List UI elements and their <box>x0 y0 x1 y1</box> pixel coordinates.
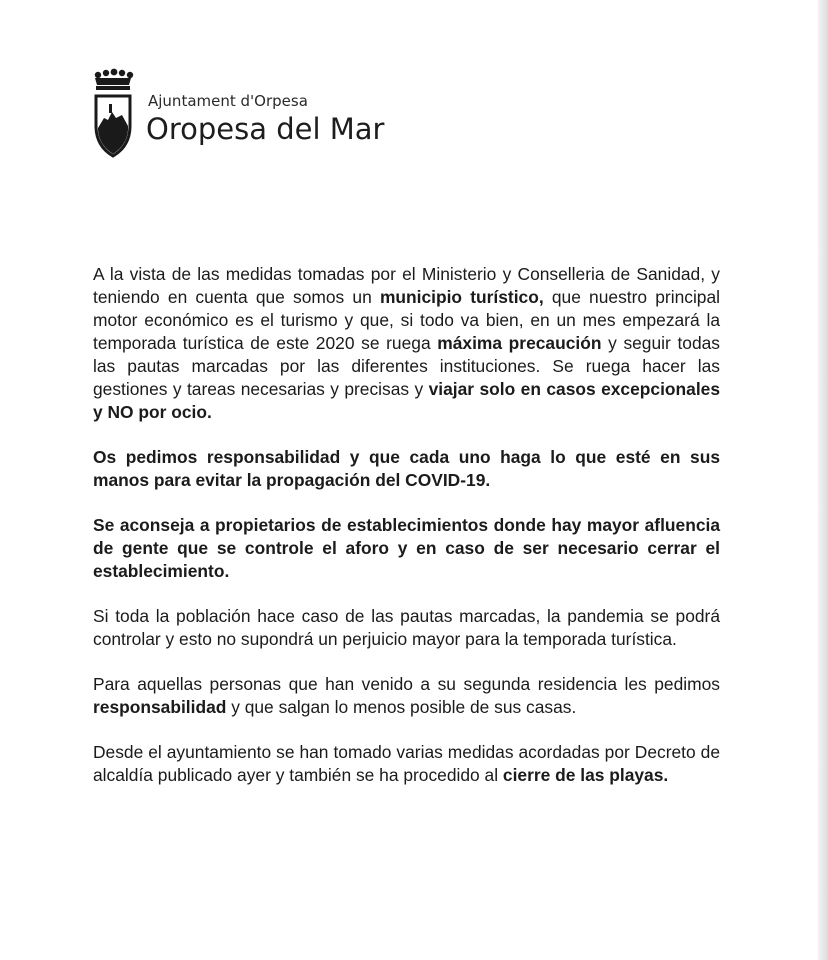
crown-crest-icon <box>92 68 134 160</box>
text-segment: Para aquellas personas que han venido a su segunda residencia les pedimos <box>93 674 720 694</box>
bold-segment: máxima precaución <box>437 333 602 353</box>
organization-name-small: Ajuntament d'Orpesa <box>148 92 308 110</box>
paragraph-responsibility: Os pedimos responsabilidad y que cada uno haga lo que esté en sus manos para evitar la propagación del COVID-19. <box>93 447 720 490</box>
text-segment: Desde el ayuntamiento se han tomado varias medidas acordadas por Decreto de alcaldía publicado ayer y también se ha procedido al <box>93 742 720 785</box>
paragraph-pandemic-control: Si toda la población hace caso de las pautas marcadas, la pandemia se podrá controlar y esto no supondrá un perjuicio mayor para la temporada turística. <box>93 606 720 649</box>
paragraph-establishments: Se aconseja a propietarios de establecimientos donde hay mayor afluencia de gente que se controle el aforo y en caso de ser necesario cerrar el establecimiento. <box>93 515 720 581</box>
text-segment: y que salgan lo menos posible de sus casas. <box>226 697 577 717</box>
page-edge-shadow <box>818 0 828 960</box>
bold-segment: viajar solo en casos excepcionales y NO por ocio. <box>93 379 720 422</box>
paragraph-intro <box>93 263 720 424</box>
bold-segment: municipio turístico, <box>379 287 544 307</box>
text-segment: A la vista de las medidas tomadas por el Ministerio y Conselleria de Sanidad, y teniendo en cuenta que somos un <box>93 264 720 307</box>
bold-segment: cierre de las playas. <box>502 765 669 785</box>
organization-name-large: Oropesa del Mar <box>146 112 385 146</box>
text-segment: y seguir todas las pautas marcadas por las diferentes instituciones. Se ruega hacer las gestiones y tareas necesarias y precisas y <box>93 333 720 399</box>
document-body <box>93 263 720 787</box>
text-segment: que nuestro principal motor económico es el turismo y que, si todo va bien, en un mes empezará la temporada turística de este 2020 se ruega <box>93 287 721 353</box>
paragraph-beach-closure <box>93 741 720 787</box>
bold-segment: responsabilidad <box>93 697 227 717</box>
letterhead <box>92 68 412 160</box>
paragraph-second-residence <box>93 673 720 719</box>
